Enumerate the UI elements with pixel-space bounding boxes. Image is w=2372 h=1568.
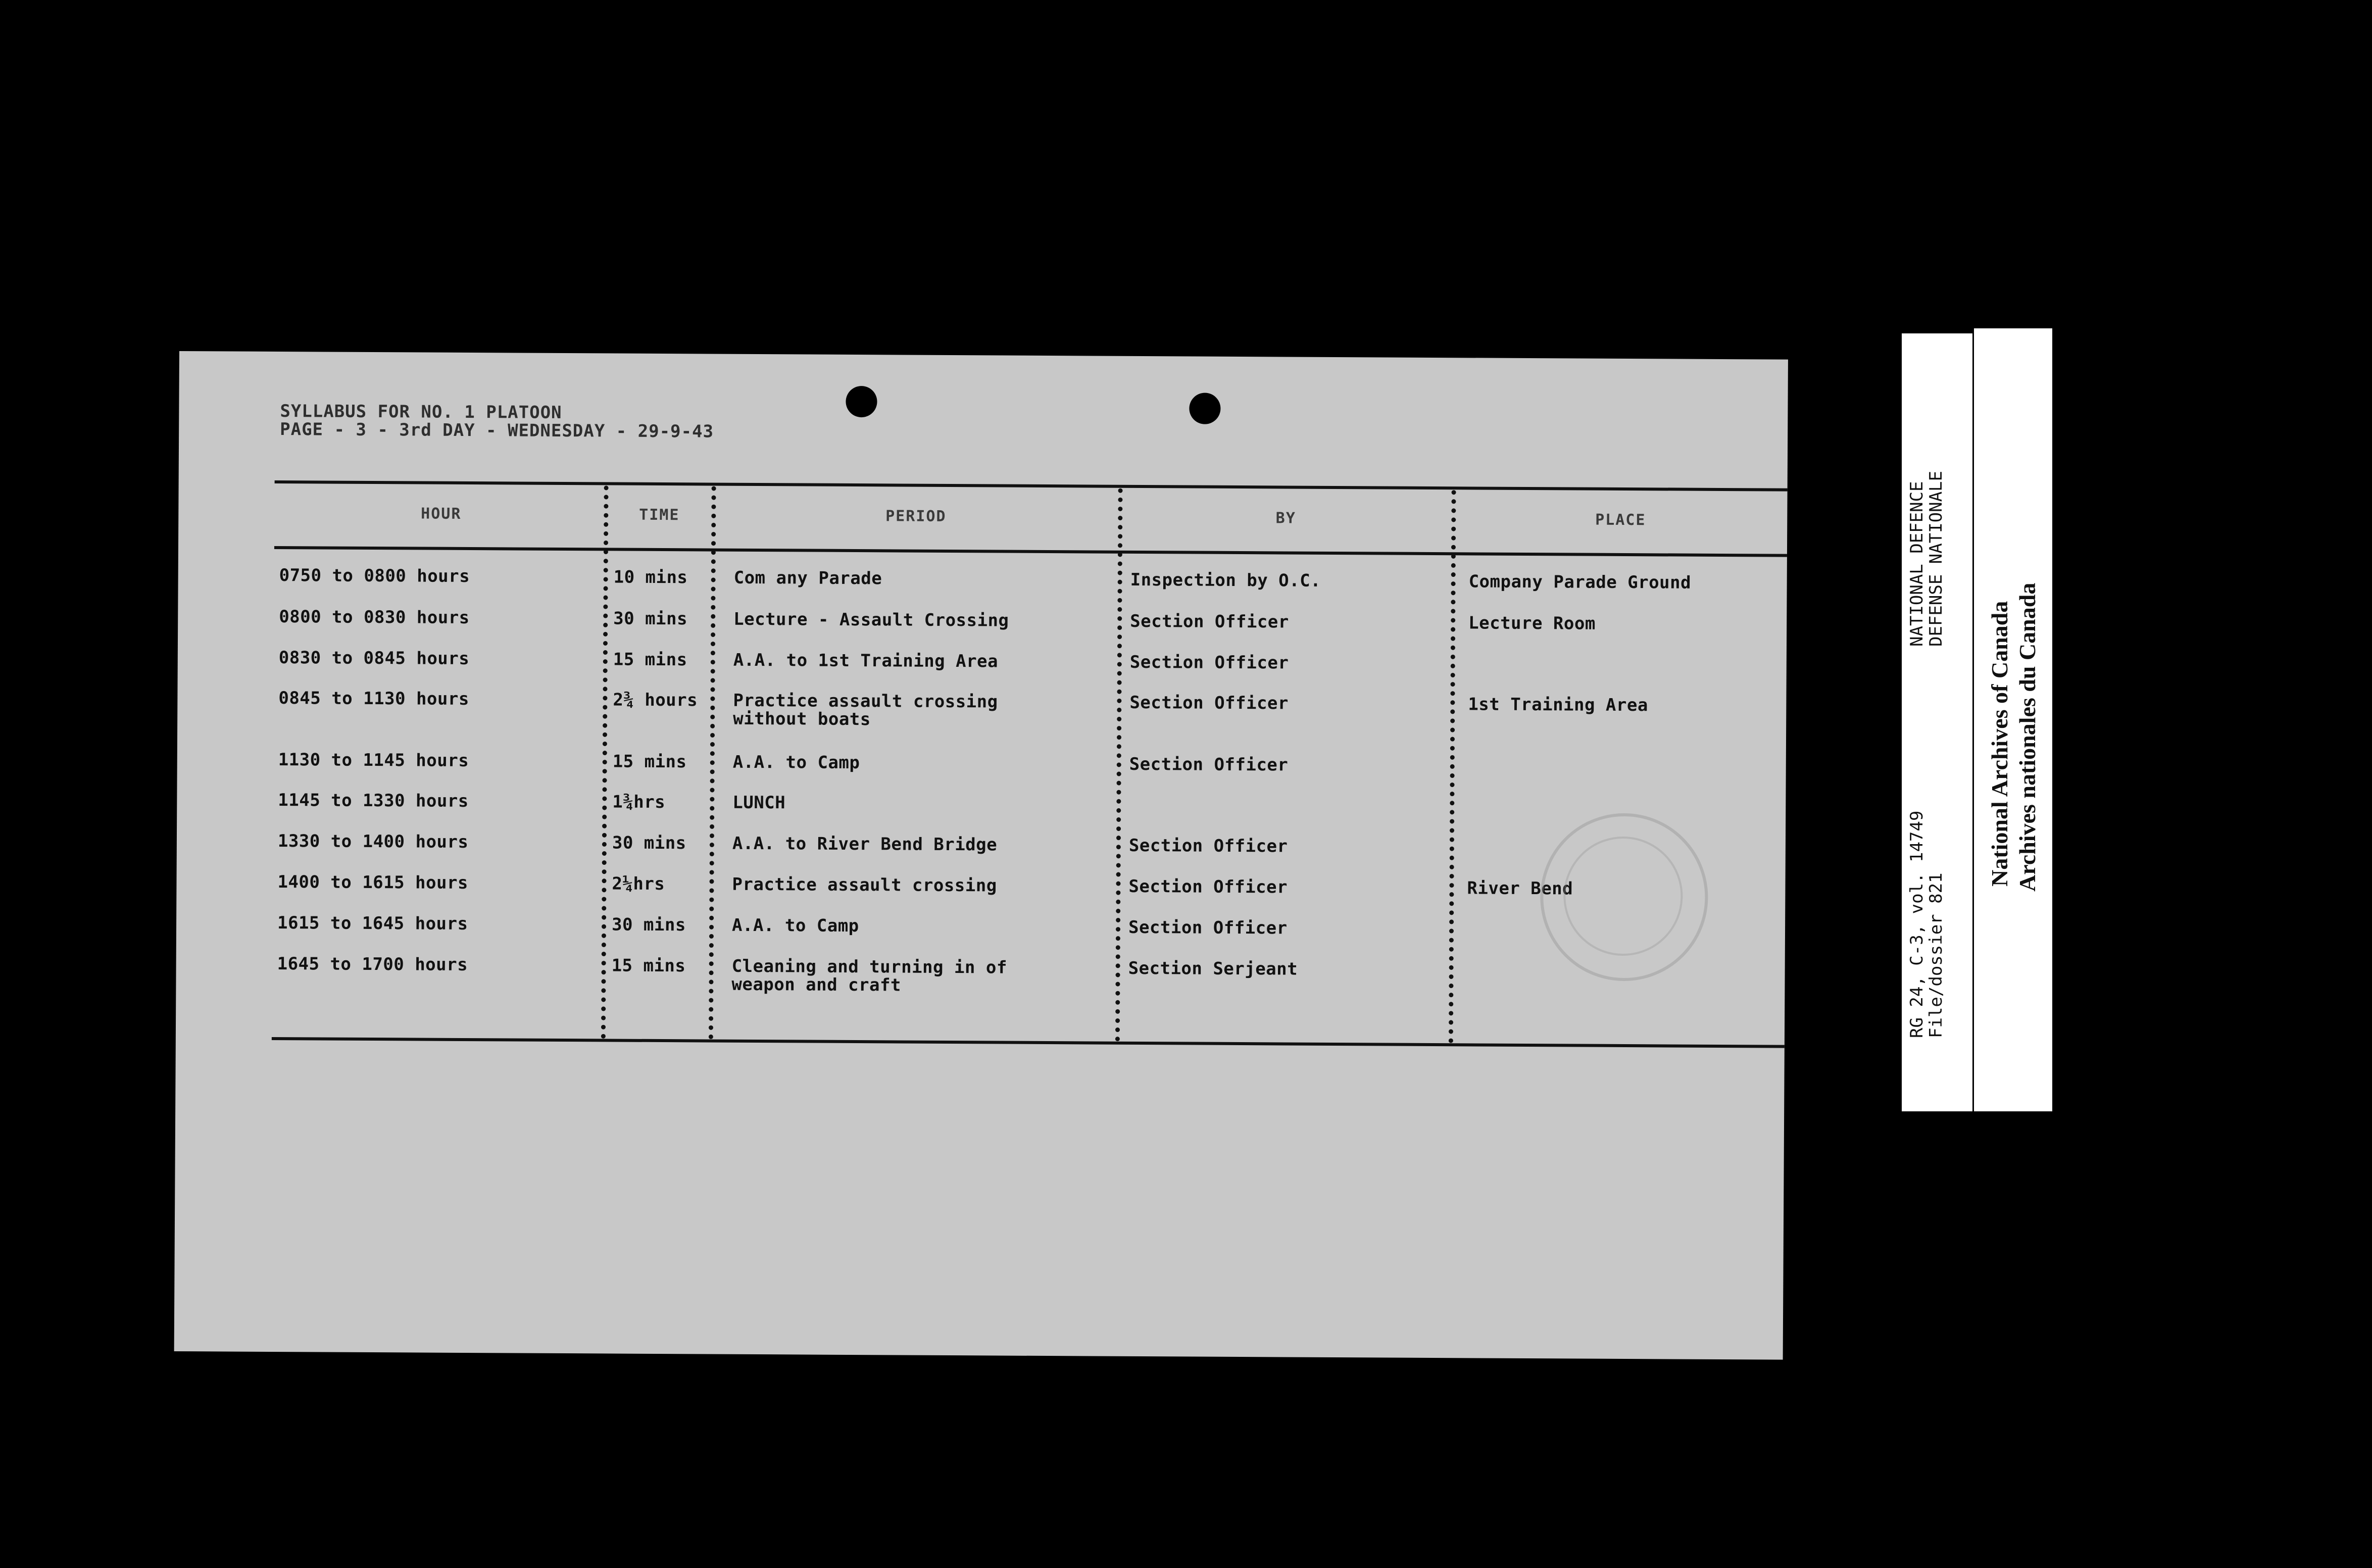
national-archives-label bbox=[1974, 328, 2052, 1111]
archive-stamp bbox=[1540, 813, 1709, 982]
cell-hour: 1130 to 1145 hours bbox=[278, 750, 469, 771]
reference-line-2: File/dossier 821 bbox=[1926, 872, 1946, 1038]
header-hour: HOUR bbox=[421, 505, 462, 523]
archives-name-en: National Archives of Canada bbox=[1987, 601, 2012, 887]
dept-line-2: DEFENSE NATIONALE bbox=[1926, 471, 1946, 647]
cell-by: Section Officer bbox=[1128, 917, 1288, 939]
column-divider bbox=[1115, 488, 1123, 1042]
cell-hour: 0845 to 1130 hours bbox=[278, 688, 469, 710]
cell-time: 10 mins bbox=[613, 567, 688, 588]
cell-time: 30 mins bbox=[612, 832, 686, 854]
header-place: PLACE bbox=[1595, 511, 1646, 529]
document-sheet bbox=[174, 351, 1788, 1360]
cell-hour: 1400 to 1615 hours bbox=[277, 872, 469, 894]
cell-time: 30 mins bbox=[611, 914, 686, 936]
cell-period: Com any Parade bbox=[733, 567, 882, 589]
cell-time: 15 mins bbox=[613, 649, 687, 670]
cell-by: Section Officer bbox=[1130, 611, 1289, 632]
column-divider bbox=[601, 485, 609, 1039]
cell-hour: 1145 to 1330 hours bbox=[278, 790, 469, 812]
cell-by: Section Officer bbox=[1128, 876, 1288, 898]
cell-time: 30 mins bbox=[613, 608, 688, 629]
header-by: BY bbox=[1275, 509, 1296, 527]
cell-place: Company Parade Ground bbox=[1468, 571, 1692, 593]
header-time: TIME bbox=[639, 506, 680, 524]
archive-reference-label bbox=[1902, 333, 1972, 1111]
cell-by: Section Serjeant bbox=[1128, 958, 1298, 979]
title-line-1: SYLLABUS FOR NO. 1 PLATOON bbox=[280, 401, 562, 423]
cell-time: 2¾ hours bbox=[613, 690, 698, 711]
cell-by: Section Officer bbox=[1129, 754, 1289, 775]
cell-hour: 1330 to 1400 hours bbox=[277, 831, 469, 853]
column-divider bbox=[709, 486, 716, 1040]
cell-period: A.A. to River Bend Bridge bbox=[732, 833, 998, 855]
punch-hole bbox=[846, 386, 877, 417]
column-divider bbox=[1449, 490, 1456, 1043]
cell-hour: 1615 to 1645 hours bbox=[277, 913, 468, 935]
cell-hour: 0830 to 0845 hours bbox=[278, 648, 470, 669]
cell-time: 1¾hrs bbox=[612, 792, 666, 813]
cell-time: 2¼hrs bbox=[612, 873, 665, 895]
title-line-2: PAGE - 3 - 3rd DAY - WEDNESDAY - 29-9-43 bbox=[280, 419, 714, 442]
cell-time: 15 mins bbox=[612, 751, 687, 772]
cell-period: LUNCH bbox=[732, 792, 786, 813]
cell-hour: 0750 to 0800 hours bbox=[279, 565, 470, 587]
cell-time: 15 mins bbox=[611, 955, 686, 976]
cell-period: A.A. to Camp bbox=[731, 915, 859, 937]
cell-period: Cleaning and turning in of weapon and craft bbox=[731, 956, 1007, 996]
cell-place: Lecture Room bbox=[1468, 613, 1596, 634]
reference-line-1: RG 24, C-3, vol. 14749 bbox=[1907, 810, 1927, 1038]
table-header-rule bbox=[274, 546, 1787, 557]
cell-by: Section Officer bbox=[1128, 835, 1288, 857]
dept-line-1: NATIONAL DEFENCE bbox=[1907, 481, 1927, 647]
cell-period: Practice assault crossing without boats bbox=[733, 690, 998, 730]
cell-place: River Bend bbox=[1467, 878, 1573, 899]
header-period: PERIOD bbox=[885, 507, 947, 525]
cell-by: Inspection by O.C. bbox=[1130, 569, 1321, 591]
cell-hour: 1645 to 1700 hours bbox=[277, 954, 468, 975]
cell-by: Section Officer bbox=[1129, 652, 1289, 673]
cell-period: A.A. to 1st Training Area bbox=[733, 650, 999, 672]
archives-name-fr: Archives nationales du Canada bbox=[2014, 582, 2040, 892]
punch-hole bbox=[1189, 393, 1220, 424]
cell-period: Practice assault crossing bbox=[732, 874, 997, 896]
table-bottom-rule bbox=[272, 1037, 1785, 1048]
cell-hour: 0800 to 0830 hours bbox=[279, 607, 470, 628]
cell-period: A.A. to Camp bbox=[732, 752, 860, 773]
cell-place: 1st Training Area bbox=[1468, 694, 1648, 716]
table-top-rule bbox=[275, 480, 1788, 492]
cell-period: Lecture - Assault Crossing bbox=[733, 609, 1009, 631]
document-title bbox=[280, 402, 714, 440]
cell-by: Section Officer bbox=[1129, 692, 1289, 714]
